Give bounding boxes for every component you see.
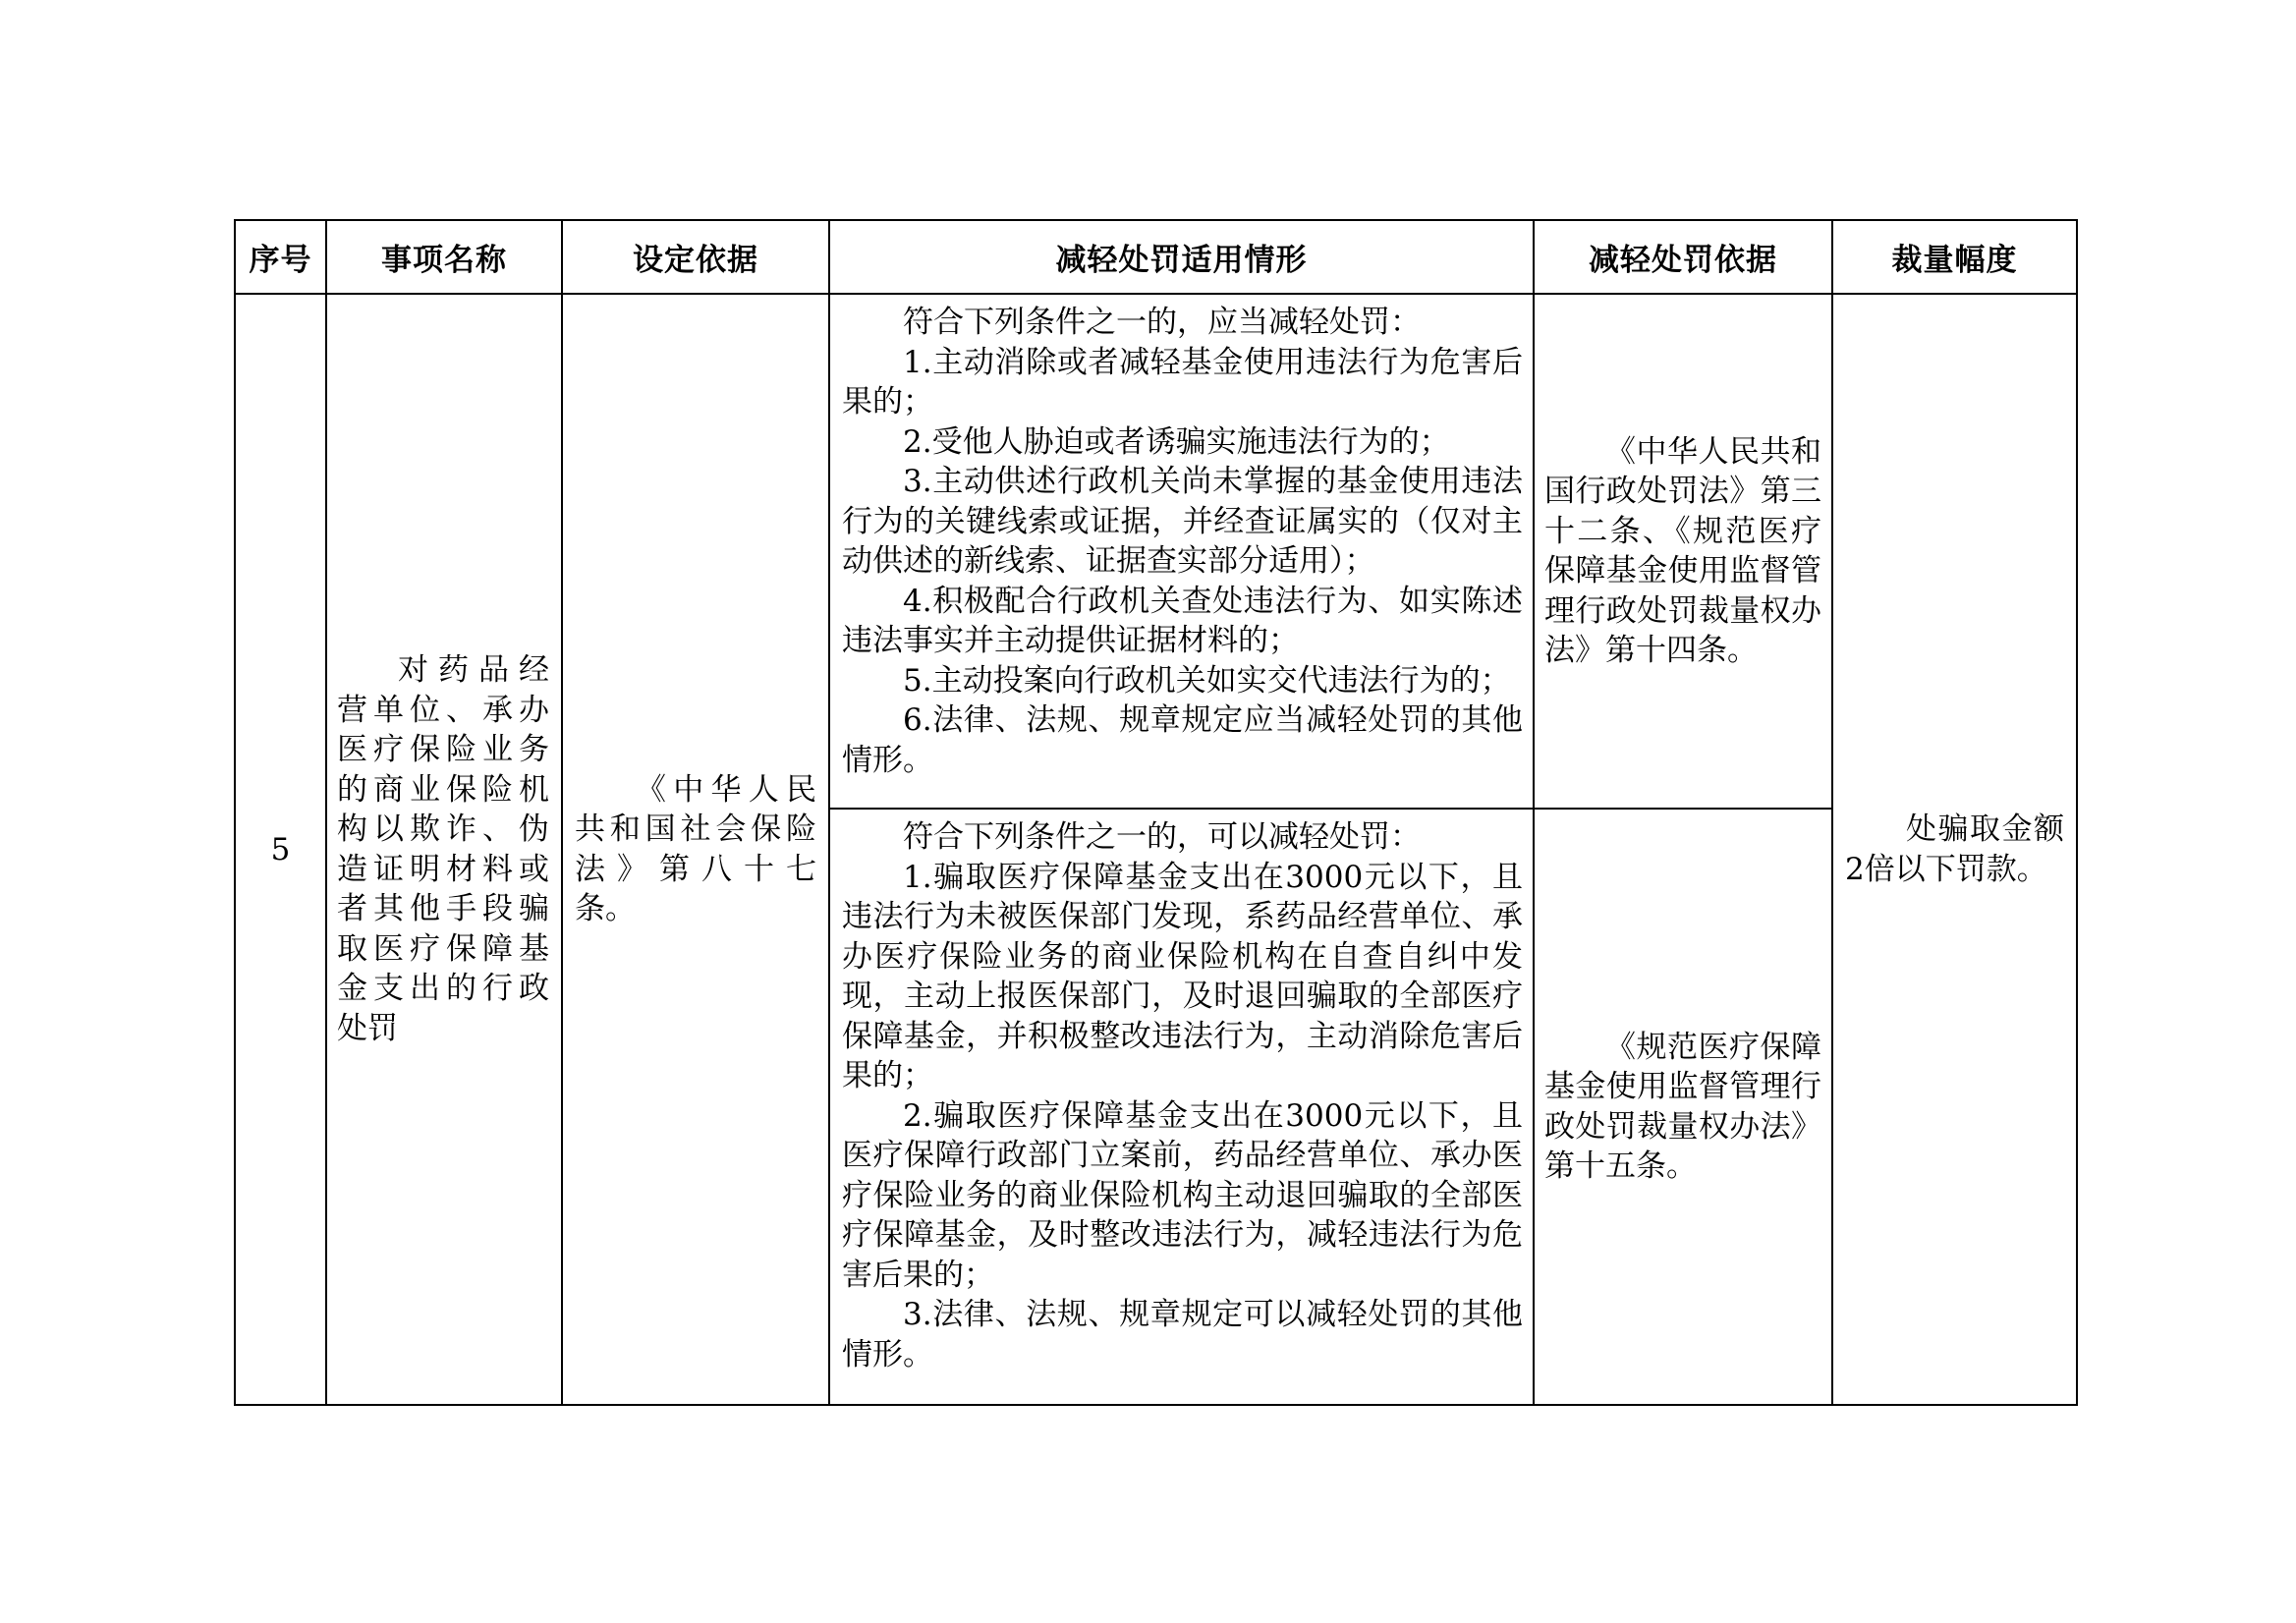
group-1-item: 6.法律、法规、规章规定应当减轻处罚的其他情形。 <box>842 702 1523 778</box>
cell-legal-basis-group-2 <box>1534 809 1832 1405</box>
cell-situations-group-1 <box>829 294 1534 809</box>
group-1-item: 1.主动消除或者减轻基金使用违法行为危害后果的； <box>842 344 1523 420</box>
cell-item-name <box>326 294 562 1405</box>
header-basis: 设定依据 <box>562 220 829 294</box>
group-2-intro: 符合下列条件之一的，可以减轻处罚： <box>903 819 1421 855</box>
group-2-item: 1.骗取医疗保障基金支出在3000元以下，且违法行为未被医保部门发现，系药品经营单位、承办医疗保险业务的商业保险机构在自查自纠中发现，主动上报医保部门，及时退回骗取的全部医疗保障基金，并积极整改违法行为，主动消除危害后果的； <box>842 859 1523 1093</box>
group-1-item: 3.主动供述行政机关尚未掌握的基金使用违法行为的关键线索或证据，并经查证属实的（仅对主动供述的新线索、证据查实部分适用）； <box>842 464 1523 579</box>
legal-basis-1-text: 《中华人民共和国行政处罚法》第三十二条、《规范医疗保障基金使用监督管理行政处罚裁量权办法》第十四条。 <box>1544 433 1821 668</box>
table-row <box>235 294 2077 809</box>
header-item-name: 事项名称 <box>326 220 562 294</box>
situations-group-1 <box>830 295 1533 790</box>
group-1-item: 5.主动投案向行政机关如实交代违法行为的； <box>903 662 1511 699</box>
scope-text: 处骗取金额2倍以下罚款。 <box>1845 812 2064 887</box>
header-scope: 裁量幅度 <box>1832 220 2077 294</box>
group-1-item: 2.受他人胁迫或者诱骗实施违法行为的； <box>903 423 1450 460</box>
header-row <box>235 220 2077 294</box>
group-2-item: 3.法律、法规、规章规定可以减轻处罚的其他情形。 <box>842 1297 1523 1372</box>
cell-seq <box>235 294 326 1405</box>
header-seq: 序号 <box>235 220 326 294</box>
seq-value: 5 <box>270 831 291 867</box>
cell-basis <box>562 294 829 1405</box>
item-name-text: 对药品经营单位、承办医疗保险业务的商业保险机构以欺诈、伪造证明材料或者其他手段骗取医疗保障基金支出的行政处罚 <box>337 652 549 1046</box>
cell-legal-basis-group-1 <box>1534 294 1832 809</box>
group-1-item: 4.积极配合行政机关查处违法行为、如实陈述违法事实并主动提供证据材料的； <box>842 583 1523 658</box>
legal-basis-2-text: 《规范医疗保障基金使用监督管理行政处罚裁量权办法》第十五条。 <box>1544 1029 1821 1184</box>
group-1-intro: 符合下列条件之一的，应当减轻处罚： <box>903 305 1421 340</box>
cell-scope <box>1832 294 2077 1405</box>
basis-text: 《中华人民共和国社会保险法》第八十七条。 <box>575 771 816 926</box>
group-2-item: 2.骗取医疗保障基金支出在3000元以下，且医疗保障行政部门立案前，药品经营单位、承办医疗保险业务的商业保险机构主动退回骗取的全部医疗保障基金，及时整改违法行为，减轻违法行为危害后果的； <box>842 1097 1523 1293</box>
header-legal-basis: 减轻处罚依据 <box>1534 220 1832 294</box>
header-situations: 减轻处罚适用情形 <box>829 220 1534 294</box>
situations-group-2 <box>830 810 1533 1384</box>
cell-situations-group-2 <box>829 809 1534 1405</box>
penalty-table <box>234 219 2078 1406</box>
